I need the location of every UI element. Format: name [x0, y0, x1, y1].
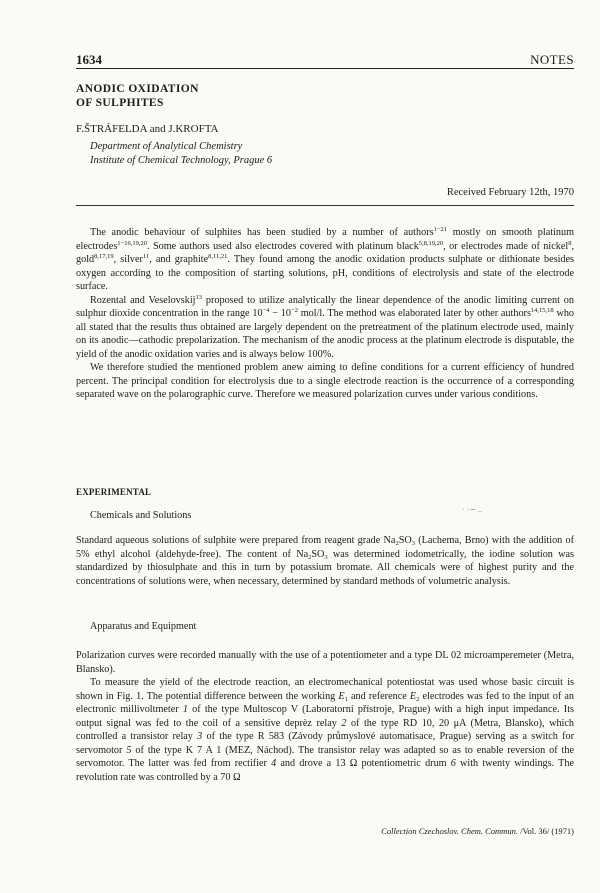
intro-paragraph-1 — [76, 226, 574, 294]
running-header — [76, 52, 574, 69]
ref: 13 — [195, 293, 202, 301]
ref: 14,15,18 — [530, 307, 554, 314]
text: of the type R 583 (Závody průmyslové automatisace, Prague) serving as a switch for servomotor — [76, 731, 574, 756]
introduction — [76, 226, 574, 402]
text: , gold — [76, 240, 574, 265]
text: . They found among the anodic oxidation products sulphate or dithionate besides oxygen according to the composition of starting solutions, pH, conditions of electrolysis and state of the electrode surface. — [76, 254, 574, 292]
text: − 10 — [269, 308, 292, 319]
ref: 1−21 — [433, 226, 447, 233]
article-title — [76, 82, 199, 110]
ref: 11 — [142, 253, 150, 260]
item-number: 6 — [450, 758, 456, 769]
symbol: E — [409, 690, 417, 702]
text: Rozental and Veselovskij — [90, 294, 196, 306]
ref: 8,11,21 — [208, 253, 228, 260]
text: Standard aqueous solutions of sulphite were prepared from reagent grade Na — [76, 535, 396, 546]
journal-footer — [381, 826, 574, 836]
section-label: NOTES — [530, 52, 574, 67]
text: , or electrodes made of nickel — [443, 240, 569, 252]
ref: 1−16,19,20 — [117, 239, 147, 247]
item-number: 5 — [126, 744, 132, 756]
apparatus-text — [76, 649, 574, 784]
item-number: 3 — [197, 731, 203, 742]
ref: 8 — [568, 239, 572, 247]
text: and reference — [347, 690, 410, 702]
subscript: 2 — [395, 540, 399, 547]
subscript: 3 — [324, 553, 328, 561]
ref: 8,17,19 — [94, 253, 114, 260]
text: was determined iodometrically, the iodine solution was standardized by thiosulphate and this in turn by potassium bromate. All chemicals were of highest purity and the concentrations of solutions were, when necessary, determined by standard methods of volumetric analysis. — [76, 548, 574, 587]
affiliation-line-2: Institute of Chemical Technology, Prague 6 — [90, 155, 273, 166]
text: SO — [311, 548, 325, 560]
affiliation-line-1: Department of Analytical Chemistry — [90, 141, 243, 152]
subscript: 2 — [308, 553, 312, 561]
item-number: 4 — [271, 758, 277, 769]
text: of the type Multoscop V (Laboratorní přístroje, Prague) with a high input impedance. Its output signal was fed to the coil of a sensitive deprèz relay — [76, 704, 574, 729]
received-date: Received February 12th, 1970 — [446, 187, 574, 198]
apparatus-paragraph-2 — [76, 676, 574, 784]
text: . Some authors used also electrodes covered with platinum black — [146, 240, 419, 252]
subscript: 1 — [344, 695, 348, 703]
text: and drove a 13 Ω potentiometric drum — [276, 758, 451, 769]
text: The anodic behaviour of sulphites has been studied by a number of authors — [90, 227, 434, 238]
chemicals-paragraph — [76, 534, 574, 588]
divider — [76, 205, 574, 206]
affiliation — [90, 140, 272, 168]
scan-speck: · ·∽ .. — [462, 505, 483, 514]
item-number: 1 — [182, 704, 188, 715]
text: To measure the yield of the electrode reaction, an electromechanical potentiostat was used whose basic circuit is shown in Fig. 1. The potential difference between the working — [76, 677, 574, 702]
journal-volume: /Vol. 36/ (1971) — [520, 826, 574, 836]
subheading-apparatus: Apparatus and Equipment — [90, 621, 197, 632]
text: (Lachema, Brno) with the addition of 5% ethyl alcohol (aldehyde-free). The content of Na — [76, 535, 575, 560]
text: who all stated that the results thus obtained are largely dependent on the pretreatment of the platinum electrode used, mainly on its anodic—cathodic prepolarization. The mechanism of the anodic process at the platinum electrode is disputable, the yield of the anodic oxidation varies and is always below 100%. — [76, 308, 575, 360]
text: proposed to utilize analytically the linear dependence of the anodic limiting current on sulphur dioxide concentration in the range 10 — [76, 294, 574, 319]
text: with twenty windings. The revolution rate was controlled by a 70 Ω — [76, 758, 574, 783]
authors: F.ŠTRÁFELDA and J.KROFTA — [76, 123, 219, 135]
exponent: −2 — [291, 307, 298, 314]
section-heading-experimental: EXPERIMENTAL — [76, 487, 152, 497]
intro-paragraph-3: We therefore studied the mentioned problem anew aiming to define conditions for a current efficiency of hundred percent. The principal condition for electrolysis due to a single electrode reaction is the occurrence of a corresponding separated wave on the polarographic curve. Therefore we measured polarization curves under various conditions. — [76, 362, 574, 400]
chemicals-text — [76, 534, 574, 588]
subscript: 3 — [411, 540, 415, 547]
subheading-chemicals: Chemicals and Solutions — [90, 510, 192, 521]
symbol: E — [338, 690, 345, 702]
title-line-2: OF SULPHITES — [76, 97, 164, 109]
text: electrodes was fed to the input of an electronic millivoltmeter — [76, 690, 574, 715]
text: of the type K 7 A 1 (MEZ, Náchod). The transistor relay was adapted so as to enable reversion of the servomotor. The latter was fed from rectifier — [76, 744, 574, 769]
page-number: 1634 — [76, 52, 102, 67]
title-line-1: ANODIC OXIDATION — [76, 83, 199, 95]
ref: 5,8,19,20 — [418, 239, 444, 247]
journal-name: Collection Czechoslov. Chem. Commun. — [381, 826, 521, 836]
item-number: 2 — [341, 717, 347, 729]
text: mostly on smooth platinum electrodes — [76, 227, 574, 252]
exponent: −4 — [262, 307, 270, 314]
intro-paragraph-2 — [76, 294, 574, 362]
subscript: 2 — [416, 695, 420, 703]
text: of the type RD 10, 20 μA (Metra, Blansko), which controlled a transistor relay — [76, 717, 574, 742]
text: mol/l. The method was elaborated later by other authors — [297, 308, 531, 319]
text: SO — [398, 535, 412, 546]
text: , silver — [113, 254, 143, 265]
apparatus-paragraph-1: Polarization curves were recorded manually with the use of a potentiometer and a type DL 02 microamperemeter (Metra, Blansko). — [76, 650, 574, 675]
text: , and graphite — [149, 254, 209, 265]
